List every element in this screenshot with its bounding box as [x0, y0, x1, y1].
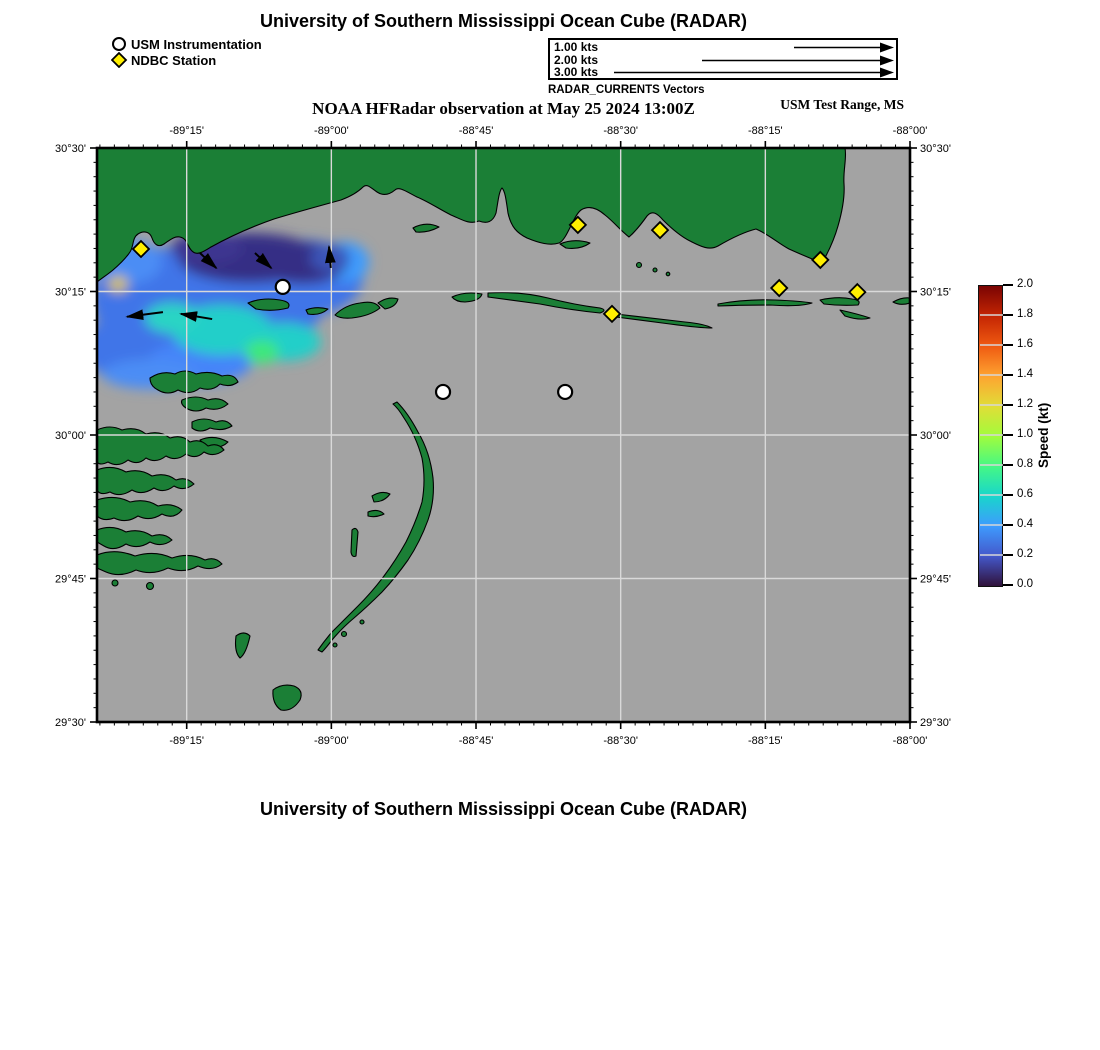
x-tick-label: -88°30' [603, 735, 638, 747]
x-tick-label: -89°15' [169, 125, 205, 137]
colorbar-tick-label: 1.0 [1017, 428, 1033, 440]
colorbar-tick [1003, 584, 1013, 586]
colorbar-tick-label: 2.0 [1017, 278, 1033, 290]
colorbar-tick [1003, 434, 1013, 436]
colorbar-gridline [980, 374, 1003, 375]
x-tick-label: -88°00' [892, 735, 928, 747]
y-tick-label: 29°30' [920, 717, 951, 729]
colorbar-tick [1003, 524, 1013, 526]
y-tick-label: 30°15' [920, 286, 951, 299]
colorbar-gridline [980, 494, 1003, 495]
colorbar-tick [1003, 464, 1013, 466]
colorbar-tick [1003, 344, 1013, 346]
colorbar-gridline [980, 524, 1003, 525]
colorbar-tick-label: 1.8 [1017, 308, 1033, 320]
colorbar-gridline [980, 314, 1003, 315]
vector-scale-caption: RADAR_CURRENTS Vectors [548, 84, 705, 96]
x-tick-label: -88°00' [892, 125, 928, 137]
colorbar-tick-label: 0.4 [1017, 518, 1033, 530]
speed-blob [245, 340, 279, 364]
land-islet [342, 632, 347, 637]
usm-instrument-marker [558, 385, 572, 399]
colorbar-tick [1003, 314, 1013, 316]
x-tick-label: -89°00' [314, 735, 349, 747]
observation-subtitle: NOAA HFRadar observation at May 25 2024 13:00Z [312, 99, 695, 118]
page-title: University of Southern Mississippi Ocean Cube (RADAR) [259, 11, 748, 31]
x-tick-label: -89°15' [169, 735, 205, 747]
y-tick-label: 29°45' [920, 573, 951, 586]
vector-scale-label: 1.00 kts [554, 40, 599, 54]
y-tick-label: 30°15' [55, 286, 86, 299]
colorbar-tick [1003, 374, 1013, 376]
x-tick-label: -88°15' [748, 735, 783, 747]
speed-blob [145, 303, 199, 333]
bottom-page-title: University of Southern Mississippi Ocean Cube (RADAR) [259, 799, 748, 819]
legend-usm-label: USM Instrumentation [131, 36, 262, 52]
colorbar-tick [1003, 554, 1013, 556]
colorbar [978, 285, 1003, 587]
y-tick-label: 30°30' [920, 143, 951, 155]
land-islet [653, 268, 657, 272]
x-tick-label: -88°45' [458, 125, 494, 137]
land-islet [112, 580, 118, 586]
speed-blob [108, 276, 128, 292]
colorbar-tick-label: 0.0 [1017, 578, 1033, 590]
colorbar-tick-label: 0.2 [1017, 548, 1033, 560]
y-tick-label: 30°00' [55, 430, 86, 442]
land-islet [666, 272, 670, 276]
colorbar-tick-label: 0.6 [1017, 488, 1033, 500]
land-islet [147, 583, 154, 590]
y-tick-label: 29°45' [55, 573, 86, 586]
vector-scale-label: 2.00 kts [554, 52, 599, 67]
colorbar-gridline [980, 344, 1003, 345]
land-islet [637, 263, 642, 268]
usm-instrument-marker [276, 280, 290, 294]
colorbar-gridline [980, 434, 1003, 435]
legend-ndbc-label: NDBC Station [131, 52, 217, 68]
y-tick-label: 30°30' [55, 143, 86, 155]
land-islet [360, 620, 364, 624]
x-tick-label: -88°30' [603, 125, 638, 137]
colorbar-tick [1003, 284, 1013, 286]
y-tick-label: 30°00' [920, 430, 951, 442]
range-label: USM Test Range, MS [780, 97, 904, 112]
colorbar-gridline [980, 464, 1003, 465]
x-tick-label: -88°45' [458, 735, 494, 747]
colorbar-tick-label: 1.4 [1017, 368, 1033, 380]
colorbar-title: Speed (kt) [1036, 402, 1051, 468]
y-tick-label: 29°30' [55, 717, 86, 729]
colorbar-tick-label: 1.6 [1017, 338, 1033, 350]
land-islet [333, 643, 337, 647]
colorbar-tick [1003, 404, 1013, 406]
x-tick-label: -89°00' [314, 125, 349, 137]
usm-instrument-marker [436, 385, 450, 399]
x-tick-label: -88°15' [748, 125, 783, 137]
vector-scale-label: 3.00 kts [554, 65, 599, 79]
land-polygon [820, 298, 859, 306]
colorbar-gridline [980, 554, 1003, 555]
colorbar-tick-label: 0.8 [1017, 458, 1033, 470]
colorbar-gridline [980, 404, 1003, 405]
colorbar-tick-label: 1.2 [1017, 398, 1033, 410]
colorbar-tick [1003, 494, 1013, 496]
